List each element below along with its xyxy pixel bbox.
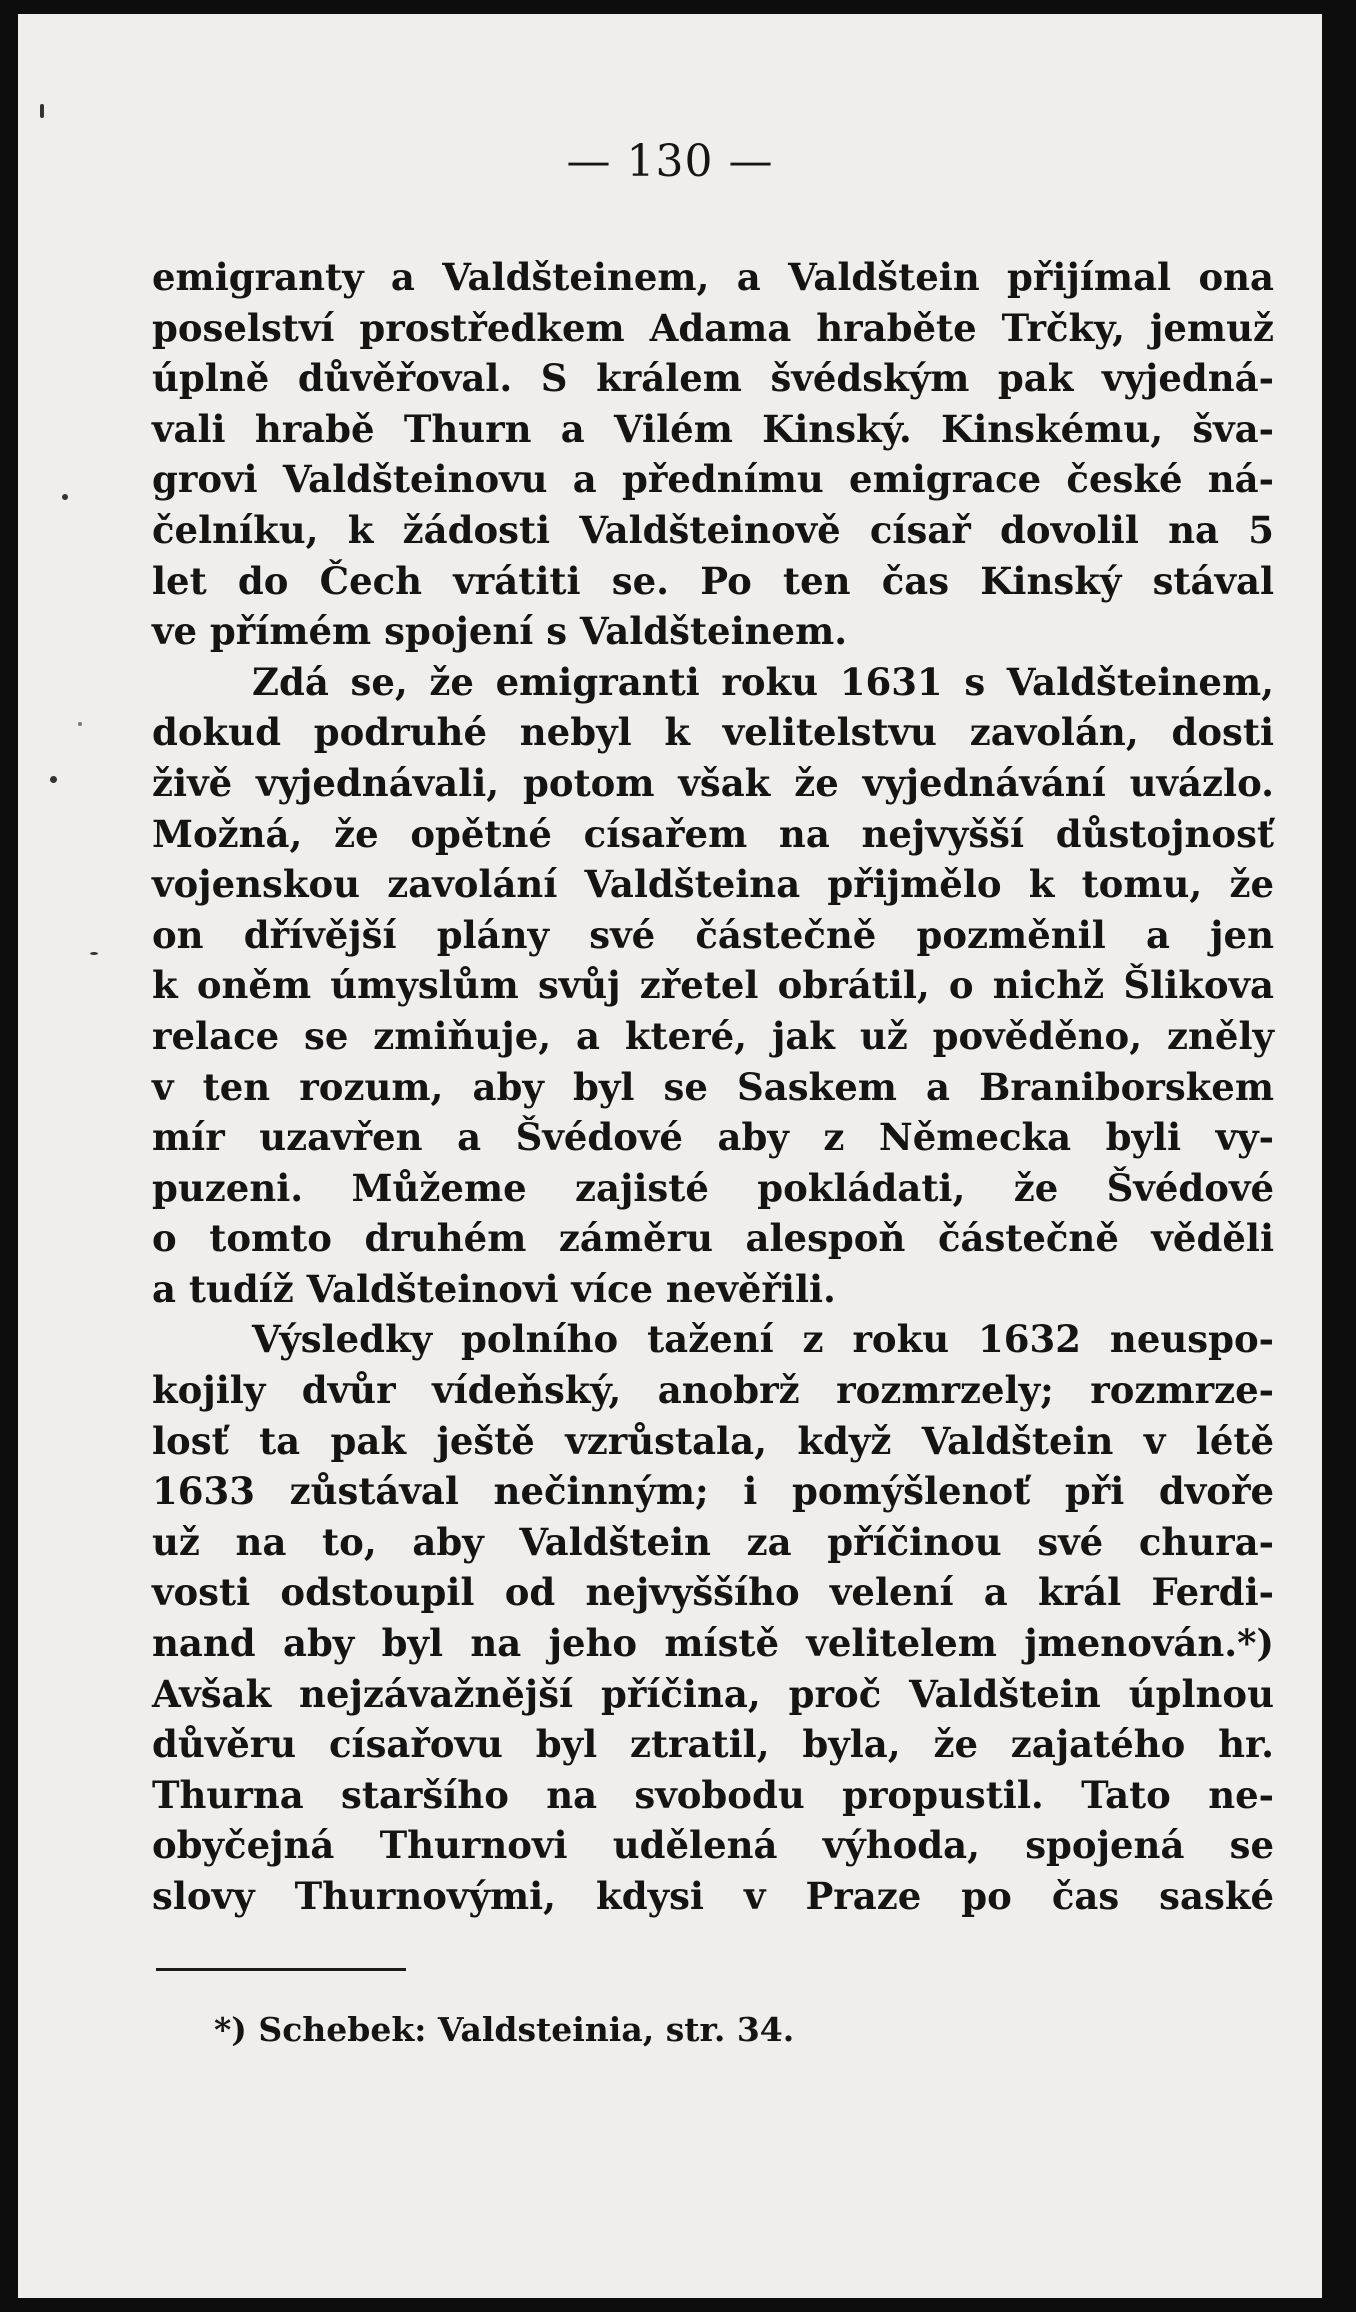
text-line: 1633 zůstával nečinným; i pomýšlenoť při dvoře — [152, 1469, 1274, 1514]
paragraph-start-line: Výsledky polního tažení z roku 1632 neuspo- — [252, 1317, 1274, 1362]
text-line: slovy Thurnovými, kdysi v Praze po čas saské — [152, 1874, 1274, 1918]
text-line: v ten rozum, aby byl se Saskem a Braniborskem — [152, 1064, 1274, 1109]
text-line: emigranty a Valdšteinem, a Valdštein přijímal ona — [152, 255, 1274, 299]
text-line: už na to, aby Valdštein za příčinou své chura- — [152, 1519, 1274, 1564]
scan-speck — [78, 722, 82, 726]
text-line: k oněm úmyslům svůj zřetel obrátil, o nichž Šlikova — [152, 963, 1274, 1008]
text-line: úplně důvěřoval. S králem švédským pak vyjedná- — [152, 356, 1274, 401]
text-line: o tomto druhém záměru alespoň částečně věděli — [152, 1216, 1274, 1261]
text-line: ve přímém spojení s Valdšteinem. — [152, 609, 848, 654]
body-text — [152, 252, 1274, 1922]
footnote-divider — [156, 1968, 406, 1971]
scan-speck — [50, 776, 57, 783]
text-line: kojily dvůr vídeňský, anobrž rozmrzely; rozmrze- — [152, 1368, 1274, 1413]
text-line: vali hrabě Thurn a Vilém Kinský. Kinskému, šva- — [152, 406, 1274, 451]
text-line: čelníku, k žádosti Valdšteinově císař dovolil na 5 — [152, 507, 1274, 552]
scan-speck — [90, 952, 98, 955]
text-line: vojenskou zavolání Valdšteina přijmělo k tomu, že — [152, 862, 1274, 907]
scan-speck — [40, 104, 44, 118]
text-line: živě vyjednávali, potom však že vyjednávání uvázlo. — [152, 760, 1274, 805]
footnote: *) Schebek: Valdsteinia, str. 34. — [214, 2010, 795, 2049]
text-line: Thurna staršího na svobodu propustil. Tato ne- — [152, 1772, 1274, 1817]
text-line: poselství prostředkem Adama hraběte Trčky, jemuž — [152, 305, 1274, 350]
text-line: Možná, že opětné císařem na nejvyšší důstojnosť — [152, 811, 1274, 856]
text-line: obyčejná Thurnovi udělená výhoda, spojená se — [152, 1823, 1274, 1868]
text-line: relace se zmiňuje, a které, jak už pověděno, zněly — [152, 1013, 1274, 1058]
text-line: on dřívější plány své částečně pozměnil a jen — [152, 912, 1274, 957]
page-number: — 130 — — [566, 136, 774, 187]
text-line: dokud podruhé nebyl k velitelstvu zavolán, dosti — [152, 710, 1274, 755]
text-line: puzeni. Můžeme zajisté pokládati, že Švédové — [152, 1165, 1274, 1210]
text-line: mír uzavřen a Švédové aby z Německa byli vy- — [152, 1115, 1274, 1160]
text-line: vosti odstoupil od nejvyššího velení a král Ferdi- — [152, 1570, 1274, 1615]
text-line: grovi Valdšteinovu a přednímu emigrace české ná- — [152, 457, 1274, 502]
book-page — [18, 14, 1322, 2298]
text-line: losť ta pak ještě vzrůstala, když Valdštein v létě — [152, 1418, 1274, 1463]
text-line: důvěru císařovu byl ztratil, byla, že zajatého hr. — [152, 1722, 1274, 1767]
text-line: nand aby byl na jeho místě velitelem jmenován.*) — [152, 1621, 1274, 1666]
text-line: a tudíž Valdšteinovi více nevěřili. — [152, 1266, 836, 1311]
paragraph-start-line: Zdá se, že emigranti roku 1631 s Valdšteinem, — [252, 659, 1274, 704]
scan-speck — [62, 494, 68, 500]
text-line: Avšak nejzávažnější příčina, proč Valdštein úplnou — [152, 1671, 1274, 1716]
text-line: let do Čech vrátiti se. Po ten čas Kinský stával — [152, 558, 1274, 603]
